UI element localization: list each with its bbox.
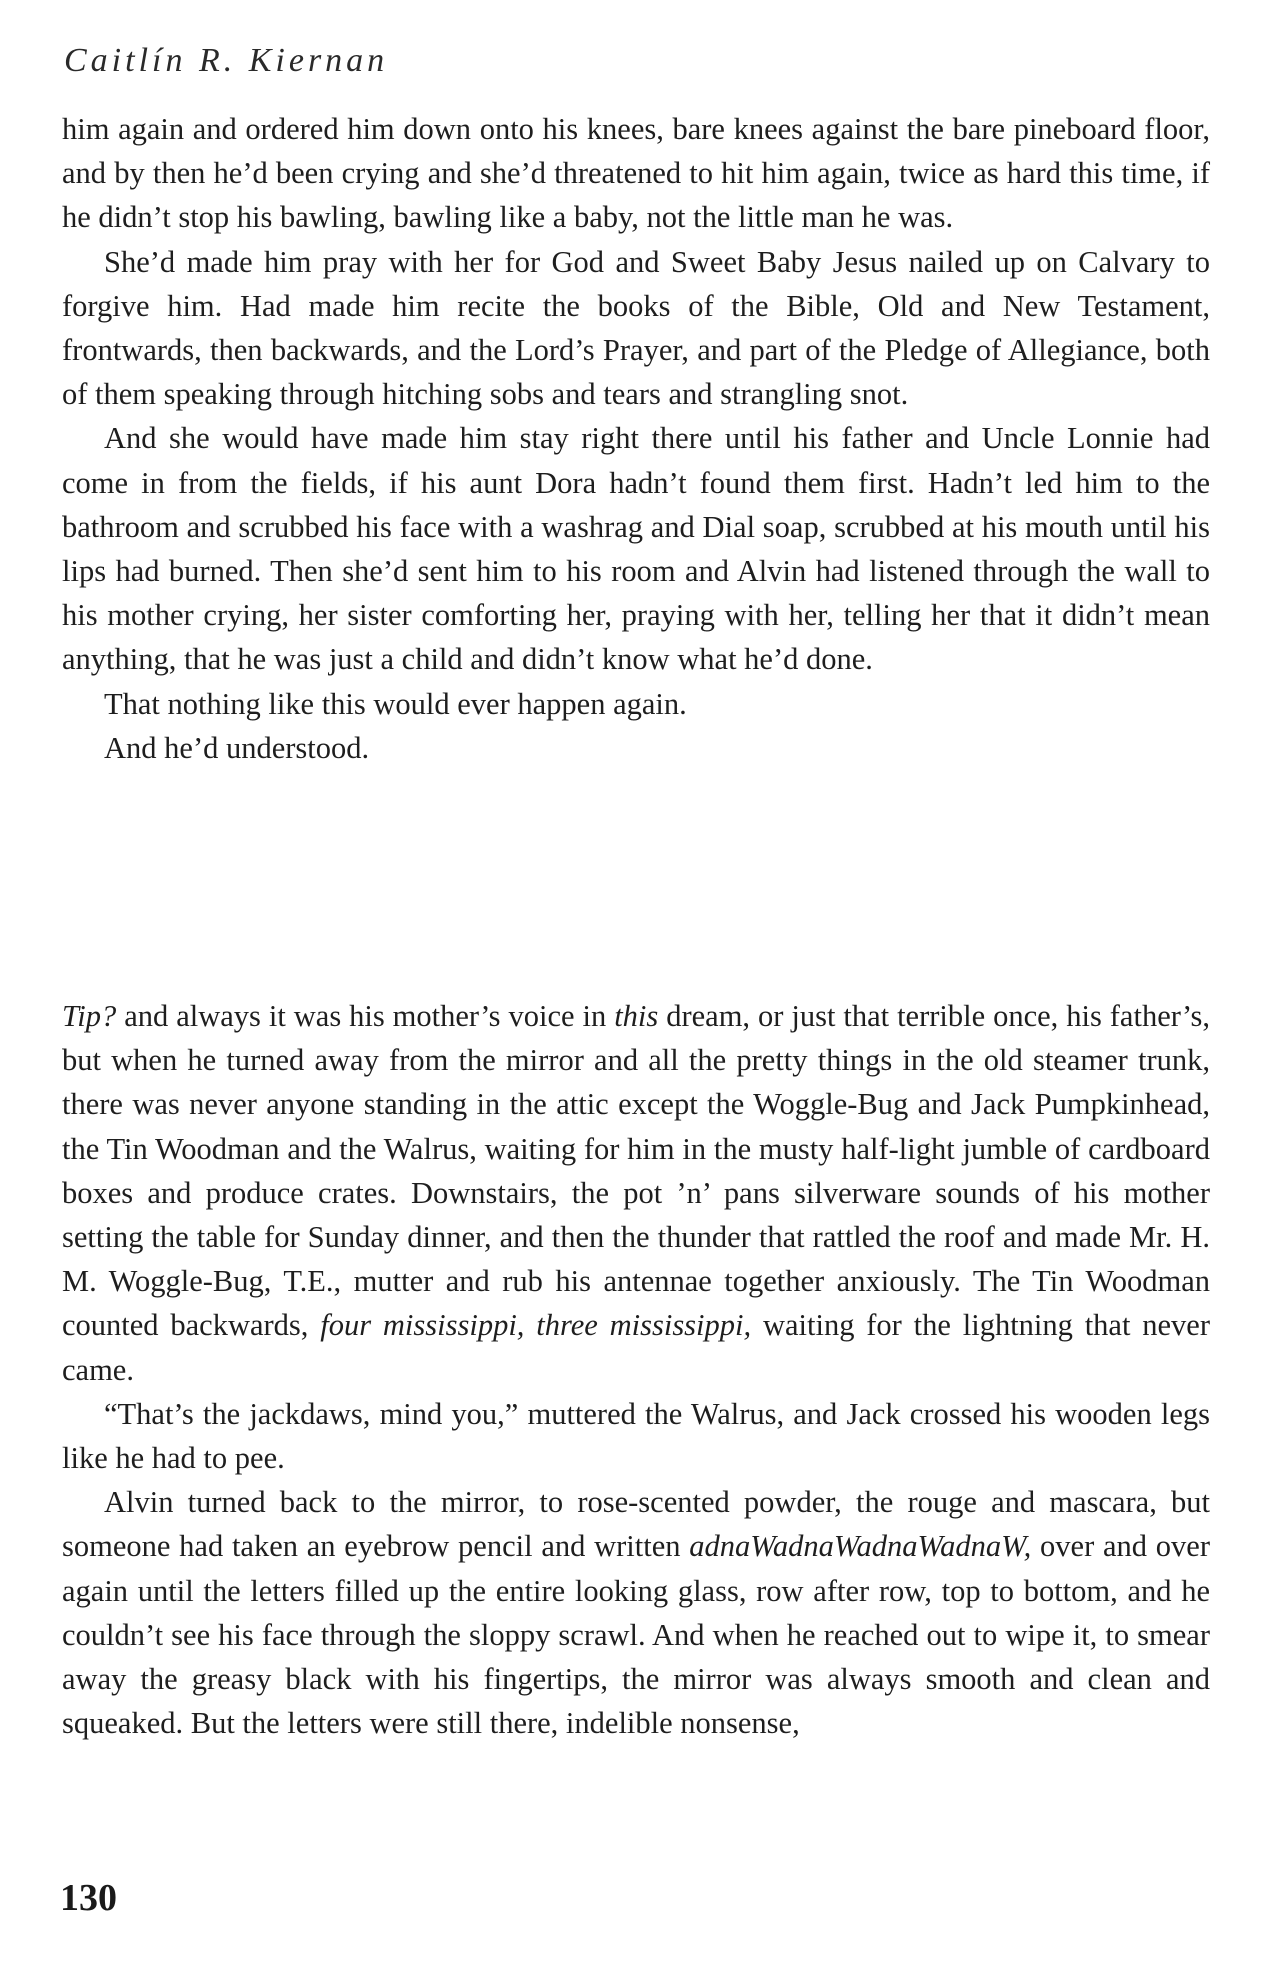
paragraph: “That’s the jackdaws, mind you,” muttered the Walrus, and Jack crossed his wooden legs like he had to pee. bbox=[62, 1396, 1210, 1476]
italic-text: four mississippi, three mississippi, bbox=[320, 1308, 752, 1343]
page-number: 130 bbox=[60, 1877, 117, 1919]
paragraph: That nothing like this would ever happen again. bbox=[104, 686, 687, 721]
text-run: and always it was his mother’s voice in bbox=[116, 999, 615, 1033]
running-head: Caitlín R. Kiernan bbox=[64, 42, 389, 79]
paragraph: him again and ordered him down onto his knees, bare knees against the bare pineboard floor, and by then he’d been crying and she’d threatened to hit him again, twice as hard this time, if he didn’t stop his bawling, bawling like a baby, not the little man he was. bbox=[62, 112, 1210, 235]
text-run: Alvin turned back to the mirror, to rose-scented powder, the rouge and mascara, but someone had taken an eyebrow pencil and written bbox=[62, 1485, 1210, 1564]
paragraph bbox=[62, 1480, 1210, 1745]
text-run: over and over again until the letters filled up the entire looking glass, row after row, top to bottom, and he couldn’t see his face through the sloppy scrawl. And when he reached out to wipe it, to smear away the greasy black with his fingertips, the mirror was always smooth and clean and squeaked. But the letters were still there, indelible nonsense, bbox=[62, 1529, 1210, 1741]
italic-text: adnaWadnaWadnaWadnaW, bbox=[689, 1529, 1032, 1564]
text-section-one bbox=[62, 107, 1210, 770]
text-run: waiting for the lightning that never came. bbox=[62, 1308, 1210, 1387]
paragraph: And he’d understood. bbox=[104, 730, 370, 765]
paragraph bbox=[62, 994, 1210, 1392]
italic-text: this bbox=[614, 999, 659, 1033]
italic-text: Tip? bbox=[62, 999, 117, 1033]
text-section-two bbox=[62, 994, 1210, 1745]
paragraph: And she would have made him stay right there until his father and Uncle Lonnie had come in from the fields, if his aunt Dora hadn’t found them first. Hadn’t led him to the bathroom and scrubbed his face with a washrag and Dial soap, scrubbed at his mouth until his lips had burned. Then she’d sent him to his room and Alvin had listened through the wall to his mother crying, her sister comforting her, praying with her, telling her that it didn’t mean anything, that he was just a child and didn’t know what he’d done. bbox=[62, 421, 1210, 677]
text-run: dream, or just that terrible once, his father’s, but when he turned away from the mirror and all the pretty things in the old steamer trunk, there was never anyone standing in the attic except the Woggle-Bug and Jack Pumpkinhead, the Tin Woodman and the Walrus, waiting for him in the musty half-light jumble of cardboard boxes and produce crates. Downstairs, the pot ’n’ pans silverware sounds of his mother setting the table for Sunday dinner, and then the thunder that rattled the roof and made Mr. H. M. Woggle-Bug, T.E., mutter and rub his antennae together anxiously. The Tin Woodman counted backwards, bbox=[62, 999, 1210, 1343]
paragraph: She’d made him pray with her for God and Sweet Baby Jesus nailed up on Calvary to forgive him. Had made him recite the books of the Bible, Old and New Testament, frontwards, then backwards, and the Lord’s Prayer, and part of the Pledge of Allegiance, both of them speaking through hitching sobs and tears and strangling snot. bbox=[62, 244, 1210, 412]
